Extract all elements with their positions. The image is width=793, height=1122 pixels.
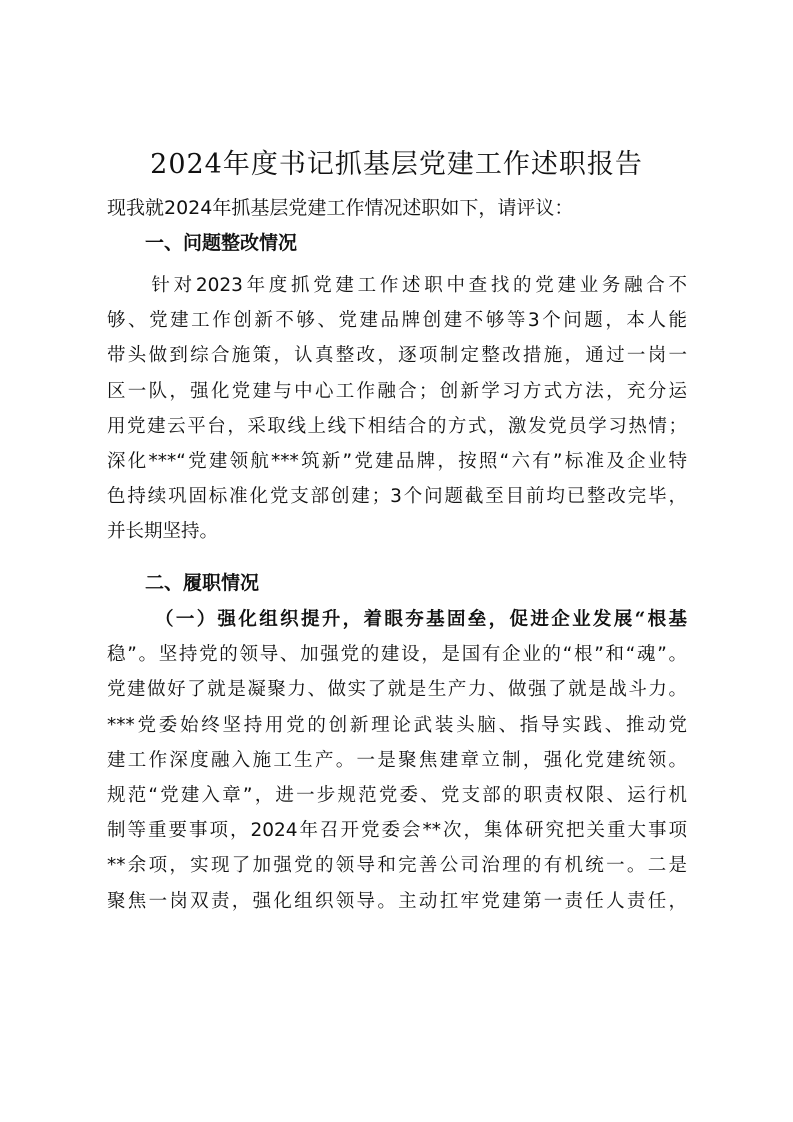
- paragraph-line: 区一队，强化党建与中心工作融合；创新学习方式方法，充分运: [107, 380, 687, 402]
- paragraph-line: 带头做到综合施策，认真整改，逐项制定整改措施，通过一岗一: [107, 345, 687, 367]
- paragraph-line: 建工作深度融入施工生产。一是聚焦建章立制，强化党建统领。: [107, 749, 687, 771]
- paragraph-line: ***党委始终坚持用党的创新理论武装头脑、指导实践、推动党: [107, 714, 687, 736]
- paragraph-line: 深化***“党建领航***筑新”党建品牌，按照“六有”标准及企业特: [107, 450, 687, 472]
- paragraph-line: 党建做好了就是凝聚力、做实了就是生产力、做强了就是战斗力。: [107, 679, 687, 701]
- paragraph-line: 够、党建工作创新不够、党建品牌创建不够等3个问题，本人能: [107, 310, 687, 332]
- paragraph-line: 并长期坚持。: [107, 521, 219, 543]
- paragraph-line: 色持续巩固标准化党支部创建；3个问题截至目前均已整改完毕，: [107, 486, 687, 508]
- document-title: 2024年度书记抓基层党建工作述职报告: [150, 149, 643, 180]
- paragraph-line: **余项，实现了加强党的领导和完善公司治理的有机统一。二是: [107, 855, 687, 877]
- section-heading-problem-rectification: 一、问题整改情况: [145, 232, 298, 254]
- paragraph-line: 稳”。坚持党的领导、加强党的建设，是国有企业的“根”和“魂”。: [107, 644, 687, 666]
- subsection-heading: （一）强化组织提升，着眼夯基固垒，促进企业发展“根基: [155, 609, 687, 630]
- section-paragraph-duty-performance: [107, 602, 687, 919]
- paragraph-line: 规范“党建入章”，进一步规范党委、党支部的职责权限、运行机: [107, 784, 687, 806]
- paragraph-line: 制等重要事项，2024年召开党委会**次，集体研究把关重大事项: [107, 820, 687, 842]
- section-paragraph-problem-rectification: [107, 268, 687, 550]
- section-heading-duty-performance: 二、履职情况: [145, 572, 260, 594]
- paragraph-line: 用党建云平台，采取线上线下相结合的方式，激发党员学习热情；: [107, 415, 687, 437]
- paragraph-line: 聚焦一岗双责，强化组织领导。主动扛牢党建第一责任人责任，: [107, 890, 687, 912]
- paragraph-line: 针对2023年度抓党建工作述职中查找的党建业务融合不: [107, 275, 687, 296]
- intro-paragraph: 现我就2024年抓基层党建工作情况述职如下，请评议：: [107, 197, 574, 219]
